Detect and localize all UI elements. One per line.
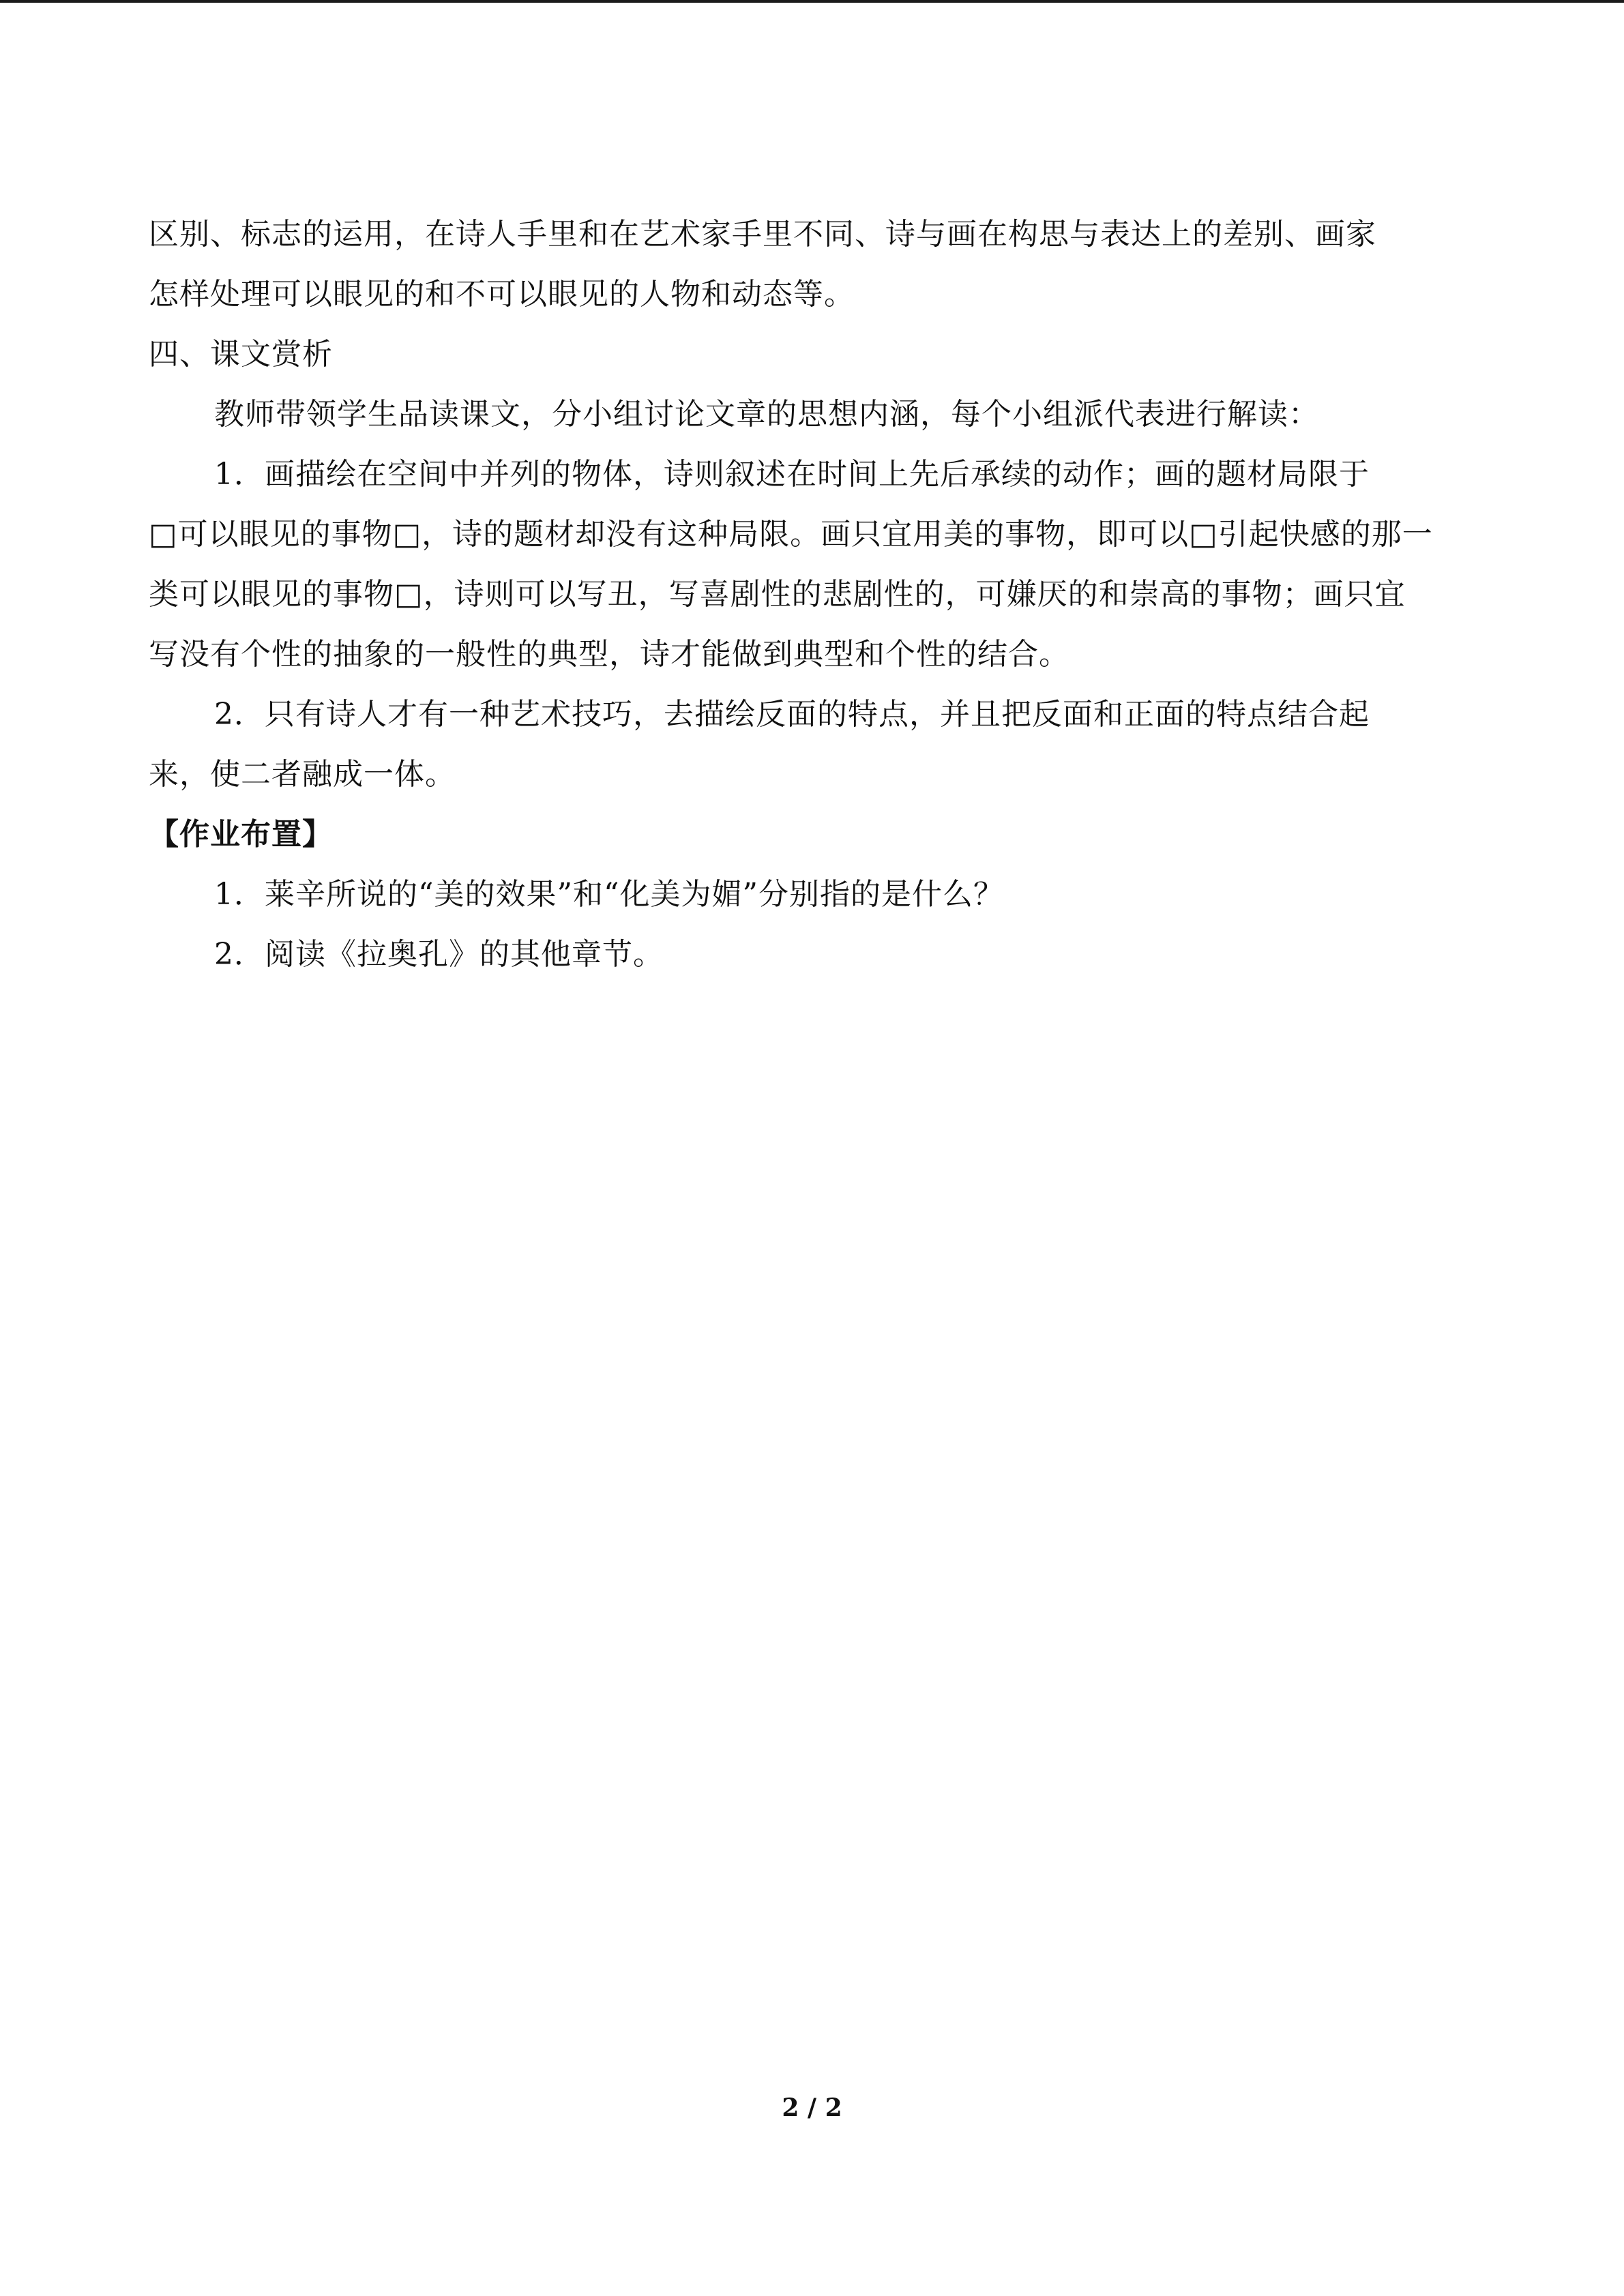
paragraph-line: 类可以眼见的事物□，诗则可以写丑，写喜剧性的悲剧性的，可嫌厌的和崇高的事物；画只宜 <box>149 577 1406 612</box>
document-body <box>149 205 1479 985</box>
paragraph-line: 区别、标志的运用，在诗人手里和在艺术家手里不同、诗与画在构思与表达上的差别、画家 <box>149 217 1376 252</box>
list-item: 1．画描绘在空间中并列的物体，诗则叙述在时间上先后承续的动作；画的题材局限于 <box>214 457 1370 492</box>
list-item: 2．只有诗人才有一种艺术技巧，去描绘反面的特点，并且把反面和正面的特点结合起 <box>214 697 1370 732</box>
section-heading: 四、课文赏析 <box>149 337 333 372</box>
list-item: 2．阅读《拉奥孔》的其他章节。 <box>214 937 664 972</box>
paragraph-line: 写没有个性的抽象的一般性的典型，诗才能做到典型和个性的结合。 <box>149 637 1069 672</box>
homework-heading: 【作业布置】 <box>149 817 333 852</box>
list-item: 1．莱辛所说的“美的效果”和“化美为媚”分别指的是什么？ <box>214 877 1004 912</box>
page-number: 2 / 2 <box>782 2093 842 2122</box>
top-border-rule <box>0 0 1624 3</box>
paragraph-line: 教师带领学生品读课文，分小组讨论文章的思想内涵，每个小组派代表进行解读： <box>214 397 1319 432</box>
paragraph-line: 怎样处理可以眼见的和不可以眼见的人物和动态等。 <box>149 277 855 312</box>
paragraph-line: □可以眼见的事物□，诗的题材却没有这种局限。画只宜用美的事物，即可以□引起快感的那一 <box>149 517 1433 552</box>
paragraph-line: 来，使二者融成一体。 <box>149 757 456 792</box>
